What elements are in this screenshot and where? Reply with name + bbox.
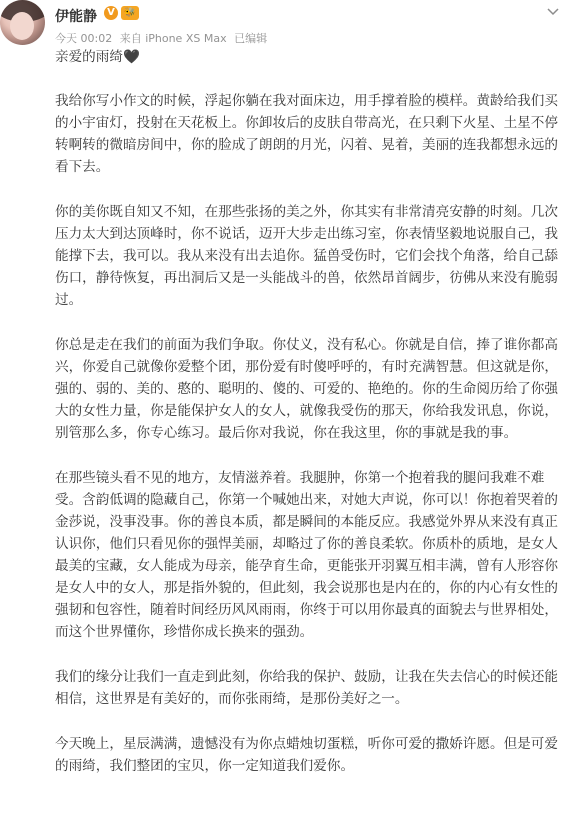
post-source: 来自 iPhone XS Max <box>119 32 227 45</box>
post-body <box>55 46 561 800</box>
vip-badge-icon: V <box>104 6 118 20</box>
level-badge-icon: 🐝 <box>121 6 139 20</box>
post-meta <box>55 30 271 46</box>
paragraph: 你总是走在我们的前面为我们争取。你仗义，没有私心。你就是自信，捧了谁你都高兴，你爱自己就像你爱整个团，那份爱有时傻呼呼的，有时充满智慧。但这就是你，强的、弱的、美的、憨的、聪明的、傻的、可爱的、艳绝的。你的生命阅历给了你强大的女性力量，你是能保护女人的女人，就像我受伤的那天，你给我发讯息，你说，别管那么多，你专心练习。最后你对我说，你在我这里，你的事就是我的事。 <box>55 337 558 441</box>
post-time[interactable]: 今天 00:02 <box>55 32 113 45</box>
paragraph: 我给你写小作文的时候，浮起你躺在我对面床边，用手撑着脸的模样。黄龄给我们买的小宇宙灯，投射在天花板上。你卸妆后的皮肤自带高光，在只剩下火星、土星不停转啊转的微暗房间中，你的脸成了朗朗的月光，闪着、晃着，美丽的连我都想永远的看下去。 <box>55 93 558 175</box>
paragraph: 今天晚上，星辰满满，遗憾没有为你点蜡烛切蛋糕，听你可爱的撒娇许愿。但是可爱的雨绮，我们整团的宝贝，你一定知道我们爱你。 <box>55 736 558 774</box>
edited-label[interactable]: 已编辑 <box>234 32 268 45</box>
avatar-face <box>10 12 34 40</box>
chevron-down-icon[interactable] <box>545 6 561 18</box>
post-header <box>0 0 573 52</box>
paragraph: 你的美你既自知又不知，在那些张扬的美之外，你其实有非常清亮安静的时刻。几次压力太大到达顶峰时，你不说话，迈开大步走出练习室，你表情坚毅地说服自己，我能撑下去，我可以。我从来没有出去追你。猛兽受伤时，它们会找个角落，给自己舔伤口，静待恢复，再出洞后又是一头能战斗的兽，依然昂首阔步，彷佛从来没有脆弱过。 <box>55 204 558 308</box>
author-name[interactable]: 伊能静 <box>55 9 97 25</box>
avatar[interactable] <box>0 0 45 45</box>
greeting: 亲爱的雨绮🖤 <box>55 49 140 65</box>
paragraph: 我们的缘分让我们一直走到此刻，你给我的保护、鼓励，让我在失去信心的时候还能相信，这世界是有美好的，而你张雨绮，是那份美好之一。 <box>55 669 558 707</box>
paragraph: 在那些镜头看不见的地方，友情滋养着。我腿肿，你第一个抱着我的腿问我难不难受。含韵低调的隐藏自己，你第一个喊她出来，对她大声说，你可以！你抱着哭着的金莎说，没事没事。你的善良本质，都是瞬间的本能反应。我感觉外界从来没有真正认识你，他们只看见你的强悍美丽，却略过了你的善良柔软。你质朴的质地，是女人最美的宝藏，女人能成为母亲，能孕育生命，更能张开羽翼互相丰满，曾有人形容你是女人中的女人，那是指外貌的，但此刻，我会说那也是内在的，你的内心有女性的强韧和包容性，随着时间经历风风雨雨，你终于可以用你最真的面貌去与世界相处，而这个世界懂你，珍惜你成长换来的强劲。 <box>55 470 558 640</box>
